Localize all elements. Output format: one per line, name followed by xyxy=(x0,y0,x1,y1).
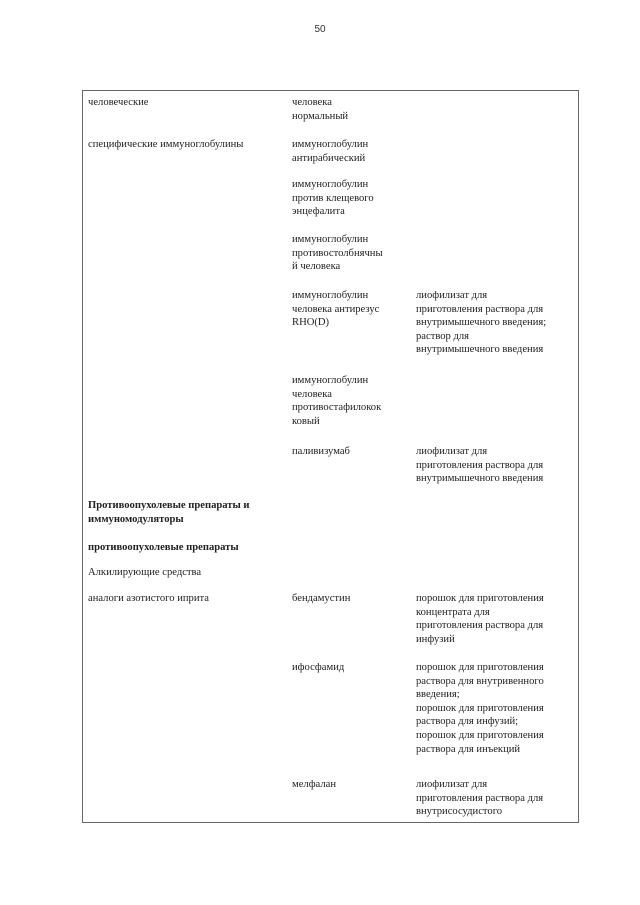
table-cell-r4-col2 xyxy=(292,233,410,274)
cell-line: иммуноглобулин xyxy=(292,375,369,386)
cell-line: приготовления раствора для xyxy=(416,620,544,632)
cell-line: лиофилизат для xyxy=(416,779,488,790)
cell-line: RHO(D) xyxy=(292,317,330,329)
cell-line: раствор для xyxy=(416,330,470,342)
cell-line: ковый xyxy=(292,415,320,427)
cell-line: мелфалан xyxy=(292,779,337,790)
cell-line: порошок для приготовления xyxy=(416,662,544,673)
table-cell-r11-col3 xyxy=(416,592,581,646)
cell-line: порошок для приготовления xyxy=(416,702,544,714)
cell-line: раствора для инфузий; xyxy=(416,716,519,728)
table-cell-r5-col3 xyxy=(416,289,581,357)
table-cell-r13-col2 xyxy=(292,778,410,792)
cell-line: приготовления раствора для xyxy=(416,303,544,315)
table-cell-r3-col2 xyxy=(292,178,410,219)
cell-line: противостафилокок xyxy=(292,402,382,414)
cell-line: введения; xyxy=(416,689,460,701)
cell-line: приготовления раствора для xyxy=(416,792,544,804)
cell-line: человеческие xyxy=(88,97,149,108)
cell-line: противостолбнячны xyxy=(292,247,383,259)
table-cell-r2-col2 xyxy=(292,138,410,165)
table-cell-r11-col1 xyxy=(88,592,283,606)
cell-line: нормальный xyxy=(292,110,349,122)
cell-line: противоопухолевые препараты xyxy=(88,542,239,553)
cell-line: лиофилизат для xyxy=(416,290,488,301)
cell-line: аналоги азотистого иприта xyxy=(88,593,209,604)
cell-line: бендамустин xyxy=(292,593,351,604)
table-cell-r6-col2 xyxy=(292,374,410,428)
table-cell-r7-col2 xyxy=(292,445,410,459)
cell-line: внутримышечного введения xyxy=(416,344,544,356)
cell-line: приготовления раствора для xyxy=(416,459,544,471)
table-cell-r13-col3 xyxy=(416,778,581,819)
table-cell-r9-col1 xyxy=(88,541,283,555)
cell-line: Противоопухолевые препараты и xyxy=(88,500,250,511)
table-cell-r1-col2 xyxy=(292,96,410,123)
cell-line: раствора для инъекций xyxy=(416,743,521,755)
cell-line: лиофилизат для xyxy=(416,446,488,457)
cell-line: порошок для приготовления xyxy=(416,729,544,741)
cell-line: специфические иммуноглобулины xyxy=(88,139,244,150)
cell-line: раствора для внутривенного xyxy=(416,675,544,687)
cell-line: иммуноглобулин xyxy=(292,139,369,150)
cell-line: антирабический xyxy=(292,152,366,164)
cell-line: порошок для приготовления xyxy=(416,593,544,604)
cell-line: человека антирезус xyxy=(292,303,380,315)
cell-line: иммуноглобулин xyxy=(292,290,369,301)
cell-line: против клещевого xyxy=(292,192,374,204)
table-cell-r1-col1 xyxy=(88,96,283,110)
cell-line: человека xyxy=(292,388,332,400)
table-cell-r8-col1 xyxy=(88,499,283,526)
cell-line: ифосфамид xyxy=(292,662,345,673)
cell-line: энцефалита xyxy=(292,206,345,218)
table-cell-r11-col2 xyxy=(292,592,410,606)
cell-line: паливизумаб xyxy=(292,446,350,457)
table-cell-r12-col3 xyxy=(416,661,581,756)
table-cell-r12-col2 xyxy=(292,661,410,675)
cell-line: й человека xyxy=(292,261,341,273)
cell-line: концентрата для xyxy=(416,606,490,618)
table-cell-r5-col2 xyxy=(292,289,410,330)
cell-line: внутримышечного введения; xyxy=(416,317,547,329)
table-cell-r7-col3 xyxy=(416,445,581,486)
table-cell-r2-col1 xyxy=(88,138,283,152)
table-cell-r10-col1 xyxy=(88,566,283,580)
cell-line: Алкилирующие средства xyxy=(88,567,202,578)
cell-line: внутрисосудистого xyxy=(416,806,503,818)
cell-line: человека xyxy=(292,97,332,108)
cell-line: внутримышечного введения xyxy=(416,473,544,485)
cell-line: инфузий xyxy=(416,633,455,645)
cell-line: иммуномодуляторы xyxy=(88,513,184,525)
page-number: 50 xyxy=(314,24,326,35)
cell-line: иммуноглобулин xyxy=(292,179,369,190)
cell-line: иммуноглобулин xyxy=(292,234,369,245)
